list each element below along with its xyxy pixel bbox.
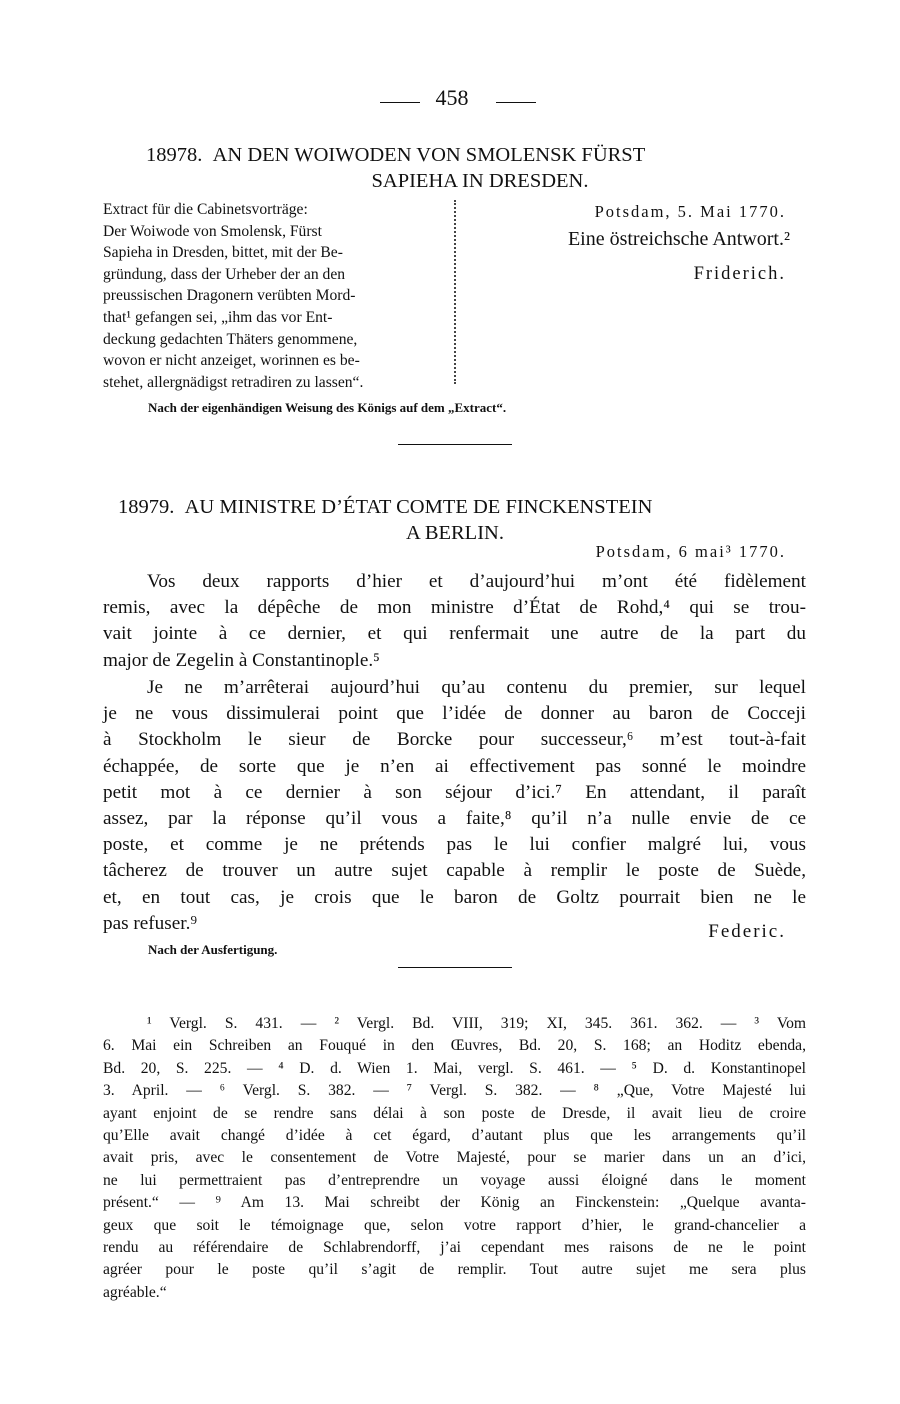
letter1-extract [103, 199, 443, 393]
letter1-reply: Eine östreichsche Antwort.² [567, 228, 790, 250]
footnote-line: agréer pour le poste qu’il s’agit de remplir. Tout autre sujet me sera plus [103, 1261, 806, 1279]
para-line: tâcherez de trouver un autre sujet capable à remplir le poste de Suède, [103, 860, 806, 882]
extract-line: wovon er nicht anzeiget, worinnen es be- [103, 352, 360, 370]
footnote-line: qu’Elle avait changé d’idée à cet égard, d’autant plus que les arrangements qu’il [103, 1127, 806, 1145]
letter1-heading [146, 142, 786, 168]
letter2-number: 18979. [118, 496, 175, 518]
para-line: petit mot à ce dernier à son séjour d’ici.⁷ En attendant, il paraît [103, 781, 806, 803]
footnote-line: agréable.“ [103, 1283, 167, 1301]
para-line: major de Zegelin à Constantinople.⁵ [103, 649, 380, 671]
separator-1 [398, 444, 512, 445]
letter2-signature: Federic. [708, 921, 786, 942]
footnotes [103, 1013, 806, 1304]
letter1-title-l1: AN DEN WOIWODEN VON SMOLENSK FÜRST [212, 144, 646, 166]
separator-2 [398, 967, 512, 968]
para-line: poste, et comme je ne prétends pas le lui confier malgré lui, vous [103, 834, 806, 856]
footnote-line: ne lui permettraient pas d’entreprendre un voyage aussi éloigné dans le moment [103, 1171, 806, 1189]
extract-line: Der Woiwode von Smolensk, Fürst [103, 222, 322, 240]
extract-line: Sapieha in Dresden, bittet, mit der Be- [103, 244, 343, 262]
extract-line: Extract für die Cabinetsvorträge: [103, 201, 308, 218]
extract-line: deckung gedachten Thäters genommene, [103, 330, 358, 348]
letter2-place-date: Potsdam, 6 mai³ 1770. [595, 542, 786, 561]
extract-line: preussischen Dragonern verübten Mord- [103, 287, 356, 305]
letter1-signature: Friderich. [693, 264, 786, 284]
footnote-line: avait pris, avec le consentement de Votre Majesté, pour se marier dans un an d’ici, [103, 1149, 806, 1167]
letter1-source-note: Nach der eigenhändigen Weisung des Königs auf dem „Extract“. [148, 400, 507, 415]
extract-line: gründung, dass der Urheber der an den [103, 265, 346, 283]
footnote-line: Bd. 20, S. 225. — ⁴ D. d. Wien 1. Mai, vergl. S. 461. — ⁵ D. d. Konstantinopel [103, 1059, 806, 1077]
letter1-number: 18978. [146, 144, 203, 166]
para-line: remis, avec la dépêche de mon ministre d’État de Rohd,⁴ qui se trou- [103, 597, 806, 619]
letter2-heading [118, 494, 798, 520]
para-line: pas refuser.⁹ [103, 912, 198, 934]
footnote-line: 3. April. — ⁶ Vergl. S. 382. — ⁷ Vergl. S. 382. — ⁸ „Que, Votre Majesté lui [103, 1082, 806, 1100]
para-line: Vos deux rapports d’hier et d’aujourd’hui m’ont été fidèlement [147, 571, 806, 592]
letter1-place-date: Potsdam, 5. Mai 1770. [594, 202, 786, 221]
footnote-line: présent.“ — ⁹ Am 13. Mai schreibt der König an Finckenstein: „Quelque avanta- [103, 1194, 806, 1212]
footnote-line: rendu au référendaire de Schlabrendorff, j’ai cependant mes raisons de ne le point [103, 1239, 806, 1257]
letter2-para1 [103, 569, 806, 674]
letter2-title-l2: A BERLIN. [406, 522, 504, 544]
header-rule-left [380, 102, 420, 103]
footnote-line: 6. Mai ein Schreiben an Fouqué in den Œuvres, Bd. 20, S. 168; an Hoditz ebenda, [103, 1037, 806, 1055]
letter2-source-note: Nach der Ausfertigung. [148, 942, 278, 957]
footnote-line: ¹ Vergl. S. 431. — ² Vergl. Bd. VIII, 319; XI, 345. 361. 362. — ³ Vom [147, 1015, 806, 1032]
para-line: et, en tout cas, je crois que le baron de Goltz pourrait bien ne le [103, 886, 806, 908]
footnote-line: ayant enjoint de se rendre sans délai à son poste de Dresde, il avait lieu de croire [103, 1104, 806, 1122]
extract-line: that¹ gefangen sei, „ihm das vor Ent- [103, 308, 333, 326]
para-line: à Stockholm le sieur de Borcke pour successeur,⁶ m’est tout-à-fait [103, 729, 806, 751]
para-line: vait jointe à ce dernier, et qui renfermait une autre de la part du [103, 623, 806, 645]
letter2-para2 [103, 675, 806, 937]
footnote-line: geux que soit le témoignage que, selon votre rapport d’hier, le grand-chancelier a [103, 1216, 806, 1234]
para-line: échappée, de sorte que je n’en ai effectivement pas sonné le moindre [103, 755, 806, 777]
para-line: Je ne m’arrêterai aujourd’hui qu’au contenu du premier, sur lequel [147, 677, 806, 698]
letter2-title-l1: AU MINISTRE D’ÉTAT COMTE DE FINCKENSTEIN [184, 496, 653, 518]
letter1-title-l2: SAPIEHA IN DRESDEN. [371, 170, 589, 192]
page-number: 458 [435, 85, 469, 110]
header-rule-right [496, 102, 536, 103]
para-line: je ne vous dissimulerai point que l’idée de donner au baron de Cocceji [103, 703, 806, 725]
extract-divider [454, 200, 456, 384]
extract-line: stehet, allergnädigst retradiren zu lassen“. [103, 373, 364, 391]
para-line: assez, par la réponse qu’il vous a faite,⁸ qu’il n’a nulle envie de ce [103, 808, 806, 830]
